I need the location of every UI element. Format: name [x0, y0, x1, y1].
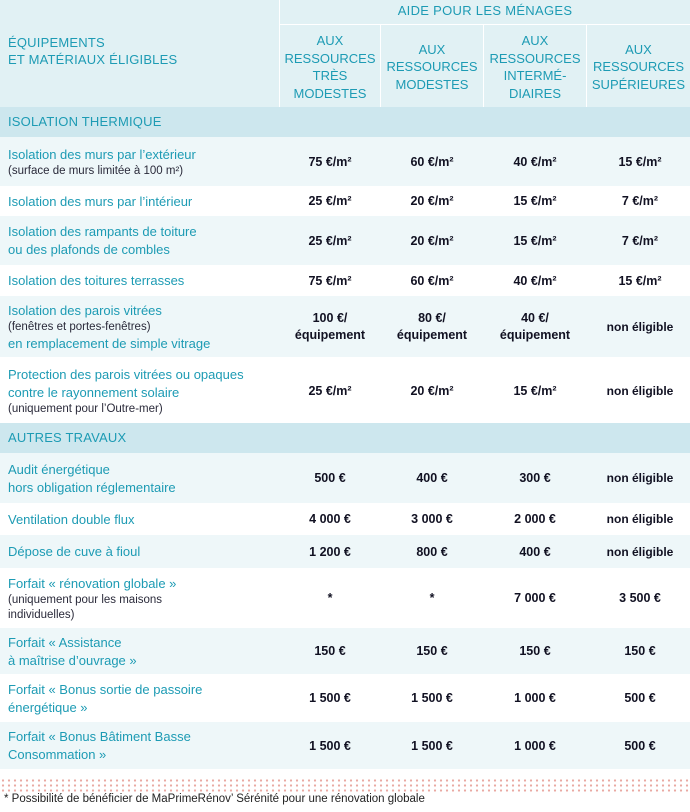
row-label	[8, 535, 276, 569]
table-row	[0, 137, 690, 187]
table-row	[0, 535, 690, 569]
aid-amount-cell: 20 €/m²	[410, 194, 454, 208]
aid-amount-cell: 1 500 €	[309, 738, 351, 753]
row-note: (surface de murs limitée à 100 m²)	[8, 164, 184, 177]
row-note: (uniquement pour les maisons individuelles)	[8, 593, 163, 621]
aid-amount-cell: 100 €/ équipement	[294, 311, 366, 342]
row-title: Isolation des parois vitrées	[8, 302, 162, 318]
aid-amount-cell: *	[327, 591, 333, 605]
aid-amount-cell: 15 €/m²	[513, 233, 557, 248]
row-note: (fenêtres et portes-fenêtres)	[8, 320, 151, 333]
aid-amount-cell: 40 €/m²	[513, 273, 557, 288]
column-modest: AUX RESSOURCES MODESTES	[386, 41, 478, 92]
table-row	[0, 266, 690, 296]
aid-amount-cell: 1 500 €	[411, 738, 453, 753]
aid-amount-cell: 75 €/m²	[308, 273, 352, 288]
aid-amount-cell: 60 €/m²	[410, 154, 454, 169]
aid-amount-cell: non éligible	[606, 319, 674, 334]
aid-amount-cell: 300 €	[519, 471, 551, 485]
table-row	[0, 675, 690, 722]
section-header: AUTRES TRAVAUX	[0, 423, 690, 453]
aid-amount-cell: non éligible	[606, 471, 674, 485]
table-row	[0, 358, 690, 424]
row-title-continued: en remplacement de simple vitrage	[8, 335, 211, 351]
aid-amount-cell: 150 €	[519, 644, 551, 658]
row-label	[8, 187, 276, 216]
footnote: * Possibilité de bénéficier de MaPrimeRénov’ Sérénité pour une rénovation globale	[4, 793, 425, 805]
aid-amount-cell: 7 000 €	[514, 591, 556, 605]
row-title: Forfait « Assistance à maîtrise d’ouvrage »	[8, 634, 137, 668]
aid-amount-cell: 80 €/ équipement	[396, 311, 468, 342]
row-label	[8, 628, 276, 675]
row-title: Isolation des toitures terrasses	[8, 273, 185, 288]
row-title: Dépose de cuve à fioul	[8, 544, 141, 559]
dotted-divider	[0, 778, 690, 792]
aid-amount-cell: 20 €/m²	[410, 233, 454, 248]
equipment-column-header: ÉQUIPEMENTS ET MATÉRIAUX ÉLIGIBLES	[8, 35, 178, 67]
column-very-modest: AUX RESSOURCES TRÈS MODESTES	[284, 33, 376, 101]
aid-amount-cell: 20 €/m²	[410, 383, 454, 398]
table-row	[0, 569, 690, 628]
aid-amount-cell: 15 €/m²	[513, 194, 557, 208]
aid-amount-cell: 25 €/m²	[308, 194, 352, 208]
row-title: Isolation des murs par l’intérieur	[8, 193, 193, 209]
row-label	[8, 675, 276, 722]
aid-amount-cell: 500 €	[624, 691, 656, 705]
aid-amount-cell: 1 500 €	[411, 691, 453, 705]
row-label	[8, 358, 276, 424]
table-row	[0, 453, 690, 504]
aid-amount-cell: 4 000 €	[309, 512, 351, 526]
row-label	[8, 453, 276, 504]
aid-amount-cell: 60 €/m²	[410, 273, 454, 288]
row-title: Ventilation double flux	[8, 511, 135, 527]
household-aid-header: AIDE POUR LES MÉNAGES	[397, 3, 573, 18]
aid-amount-cell: 150 €	[624, 644, 656, 658]
aid-amount-cell: 3 500 €	[619, 591, 661, 605]
row-label	[8, 137, 276, 187]
table-row	[0, 216, 690, 266]
aid-amount-cell: 400 €	[416, 471, 448, 485]
section-header: ISOLATION THERMIQUE	[0, 107, 690, 137]
aid-amount-cell: *	[429, 591, 435, 605]
row-label	[8, 722, 276, 770]
table-header	[0, 0, 690, 107]
aid-amount-cell: 1 200 €	[309, 544, 351, 559]
aid-amount-cell: 40 €/ équipement	[499, 311, 571, 342]
row-title: Forfait « Bonus sortie de passoire énergétique »	[8, 681, 203, 715]
aid-amount-cell: 500 €	[624, 738, 656, 753]
aid-amount-cell: non éligible	[606, 512, 674, 526]
aid-amount-cell: 400 €	[519, 544, 551, 559]
aid-amount-cell: non éligible	[606, 383, 674, 398]
aid-amount-cell: 15 €/m²	[618, 154, 662, 169]
table-row	[0, 722, 690, 770]
table-row	[0, 296, 690, 358]
aid-amount-cell: 15 €/m²	[618, 273, 662, 288]
row-title: Forfait « rénovation globale »	[8, 575, 177, 591]
aid-amount-cell: 2 000 €	[514, 512, 556, 526]
aid-amount-cell: 1 000 €	[514, 691, 556, 705]
table-row	[0, 628, 690, 675]
table-row	[0, 187, 690, 216]
aid-amount-cell: 75 €/m²	[308, 154, 352, 169]
row-title: Isolation des rampants de toiture ou des plafonds de combles	[8, 224, 197, 257]
aid-amount-cell: 15 €/m²	[513, 383, 557, 398]
header-divider	[280, 24, 690, 25]
row-label	[8, 266, 276, 296]
aid-amount-cell: 7 €/m²	[621, 194, 659, 208]
aid-amount-cell: 1 500 €	[309, 691, 351, 705]
aid-amount-cell: 150 €	[314, 644, 346, 658]
aid-amount-cell: 500 €	[314, 471, 346, 485]
aid-amount-cell: 25 €/m²	[308, 233, 352, 248]
row-note: (uniquement pour l’Outre-mer)	[8, 402, 163, 415]
aid-amount-cell: 40 €/m²	[513, 154, 557, 169]
row-label	[8, 569, 276, 628]
row-divider	[0, 769, 690, 770]
aid-amount-cell: non éligible	[606, 544, 674, 559]
row-title: Audit énergétique hors obligation réglementaire	[8, 461, 176, 495]
aid-amount-cell: 25 €/m²	[308, 383, 352, 398]
column-superior: AUX RESSOURCES SUPÉRIEURES	[591, 41, 686, 92]
table-row	[0, 504, 690, 535]
aid-amount-cell: 7 €/m²	[621, 233, 659, 248]
row-label	[8, 216, 276, 266]
aid-amount-cell: 3 000 €	[411, 512, 453, 526]
row-title: Forfait « Bonus Bâtiment Basse Consommation »	[8, 729, 191, 762]
row-label	[8, 296, 276, 358]
row-title: Protection des parois vitrées ou opaques contre le rayonnement solaire	[8, 366, 244, 400]
aid-amount-cell: 800 €	[416, 544, 448, 559]
row-title: Isolation des murs par l’extérieur	[8, 146, 196, 162]
aid-amount-cell: 150 €	[416, 644, 448, 658]
row-label	[8, 504, 276, 535]
aid-amount-cell: 1 000 €	[514, 738, 556, 753]
column-intermediate: AUX RESSOURCES INTERMÉ- DIAIRES	[489, 33, 581, 101]
